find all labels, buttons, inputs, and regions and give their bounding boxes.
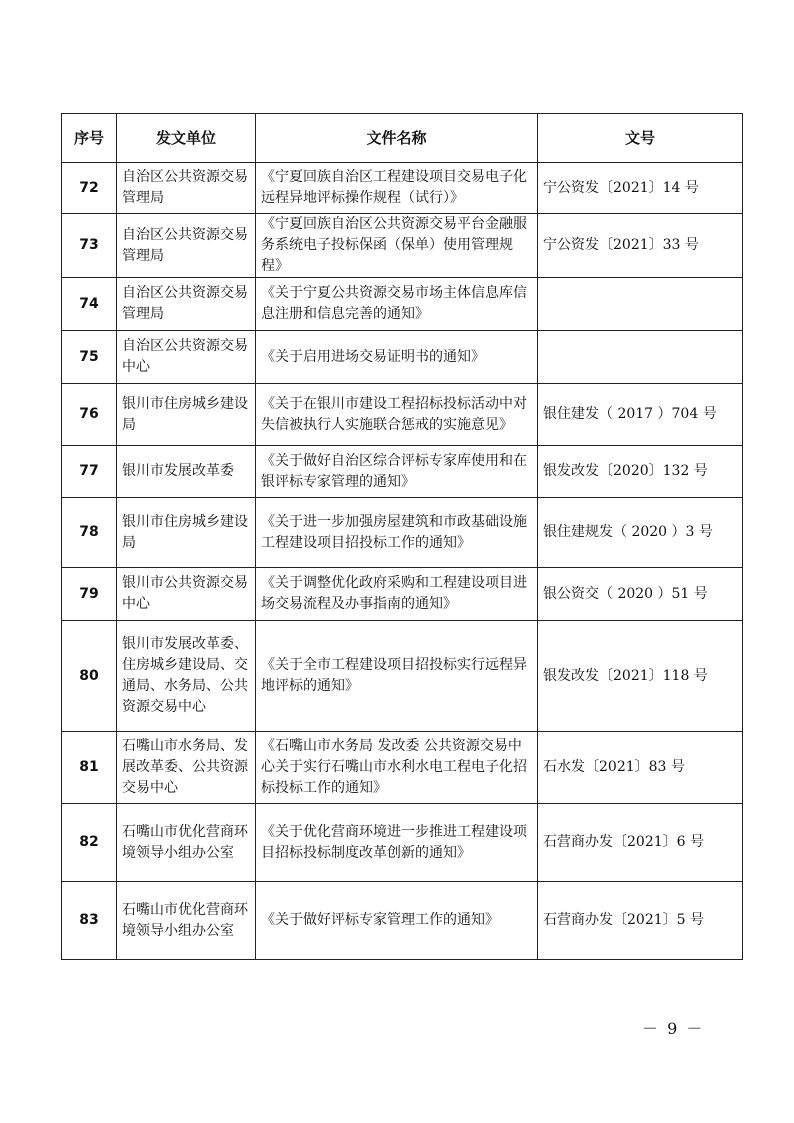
cell-issuing-unit: 银川市住房城乡建设局 xyxy=(117,384,256,446)
cell-issuing-unit: 银川市住房城乡建设局 xyxy=(117,498,256,568)
cell-document-number: 宁公资发〔2021〕33 号 xyxy=(538,214,743,278)
cell-serial-number: 75 xyxy=(62,331,117,384)
document-table xyxy=(61,113,743,960)
cell-document-title: 《关于进一步加强房屋建筑和市政基础设施工程建设项目招投标工作的通知》 xyxy=(256,498,538,568)
table-row xyxy=(62,568,743,621)
cell-serial-number: 77 xyxy=(62,446,117,498)
cell-issuing-unit: 自治区公共资源交易管理局 xyxy=(117,278,256,331)
table-row xyxy=(62,732,743,804)
cell-serial-number: 73 xyxy=(62,214,117,278)
cell-serial-number: 82 xyxy=(62,804,117,882)
cell-issuing-unit: 自治区公共资源交易管理局 xyxy=(117,214,256,278)
cell-serial-number: 83 xyxy=(62,882,117,960)
cell-issuing-unit: 银川市发展改革委、住房城乡建设局、交通局、水务局、公共资源交易中心 xyxy=(117,621,256,732)
cell-document-number xyxy=(538,331,743,384)
cell-document-title: 《宁夏回族自治区公共资源交易平台金融服务系统电子投标保函（保单）使用管理规程》 xyxy=(256,214,538,278)
cell-serial-number: 80 xyxy=(62,621,117,732)
cell-document-title: 《关于做好自治区综合评标专家库使用和在银评标专家管理的通知》 xyxy=(256,446,538,498)
cell-document-title: 《关于优化营商环境进一步推进工程建设项目招标投标制度改革创新的通知》 xyxy=(256,804,538,882)
table-row xyxy=(62,278,743,331)
cell-document-number xyxy=(538,278,743,331)
cell-issuing-unit: 银川市发展改革委 xyxy=(117,446,256,498)
header-issuing-unit: 发文单位 xyxy=(117,114,256,163)
header-serial-number: 序号 xyxy=(62,114,117,163)
cell-document-number: 宁公资发〔2021〕14 号 xyxy=(538,163,743,214)
cell-document-title: 《关于宁夏公共资源交易市场主体信息库信息注册和信息完善的通知》 xyxy=(256,278,538,331)
cell-document-number: 银发改发〔2021〕118 号 xyxy=(538,621,743,732)
cell-document-number: 银住建发（ 2017 ）704 号 xyxy=(538,384,743,446)
cell-issuing-unit: 自治区公共资源交易管理局 xyxy=(117,163,256,214)
cell-serial-number: 81 xyxy=(62,732,117,804)
cell-serial-number: 74 xyxy=(62,278,117,331)
cell-document-title: 《石嘴山市水务局 发改委 公共资源交易中心关于实行石嘴山市水利水电工程电子化招标投标工作的通知》 xyxy=(256,732,538,804)
table-row xyxy=(62,331,743,384)
cell-document-number: 石水发〔2021〕83 号 xyxy=(538,732,743,804)
cell-document-title: 《宁夏回族自治区工程建设项目交易电子化远程异地评标操作规程（试行）》 xyxy=(256,163,538,214)
header-document-number: 文号 xyxy=(538,114,743,163)
cell-document-number: 银公资交（ 2020 ）51 号 xyxy=(538,568,743,621)
table-row xyxy=(62,384,743,446)
table-row xyxy=(62,882,743,960)
cell-document-title: 《关于全市工程建设项目招投标实行远程异地评标的通知》 xyxy=(256,621,538,732)
table-header-row xyxy=(62,114,743,163)
cell-issuing-unit: 石嘴山市优化营商环境领导小组办公室 xyxy=(117,882,256,960)
cell-issuing-unit: 自治区公共资源交易中心 xyxy=(117,331,256,384)
cell-issuing-unit: 石嘴山市水务局、发展改革委、公共资源交易中心 xyxy=(117,732,256,804)
cell-document-title: 《关于启用进场交易证明书的通知》 xyxy=(256,331,538,384)
cell-document-title: 《关于调整优化政府采购和工程建设项目进场交易流程及办事指南的通知》 xyxy=(256,568,538,621)
cell-document-number: 石营商办发〔2021〕5 号 xyxy=(538,882,743,960)
cell-serial-number: 76 xyxy=(62,384,117,446)
header-document-title: 文件名称 xyxy=(256,114,538,163)
table-row xyxy=(62,621,743,732)
cell-document-number: 银住建规发（ 2020 ）3 号 xyxy=(538,498,743,568)
table-row xyxy=(62,163,743,214)
table-row xyxy=(62,214,743,278)
cell-serial-number: 79 xyxy=(62,568,117,621)
cell-document-title: 《关于做好评标专家管理工作的通知》 xyxy=(256,882,538,960)
table-row xyxy=(62,498,743,568)
table-row xyxy=(62,446,743,498)
cell-issuing-unit: 石嘴山市优化营商环境领导小组办公室 xyxy=(117,804,256,882)
cell-serial-number: 72 xyxy=(62,163,117,214)
cell-document-number: 银发改发〔2020〕132 号 xyxy=(538,446,743,498)
cell-document-number: 石营商办发〔2021〕6 号 xyxy=(538,804,743,882)
table-row xyxy=(62,804,743,882)
page-number: － 9 － xyxy=(642,1019,705,1038)
cell-serial-number: 78 xyxy=(62,498,117,568)
cell-issuing-unit: 银川市公共资源交易中心 xyxy=(117,568,256,621)
cell-document-title: 《关于在银川市建设工程招标投标活动中对失信被执行人实施联合惩戒的实施意见》 xyxy=(256,384,538,446)
